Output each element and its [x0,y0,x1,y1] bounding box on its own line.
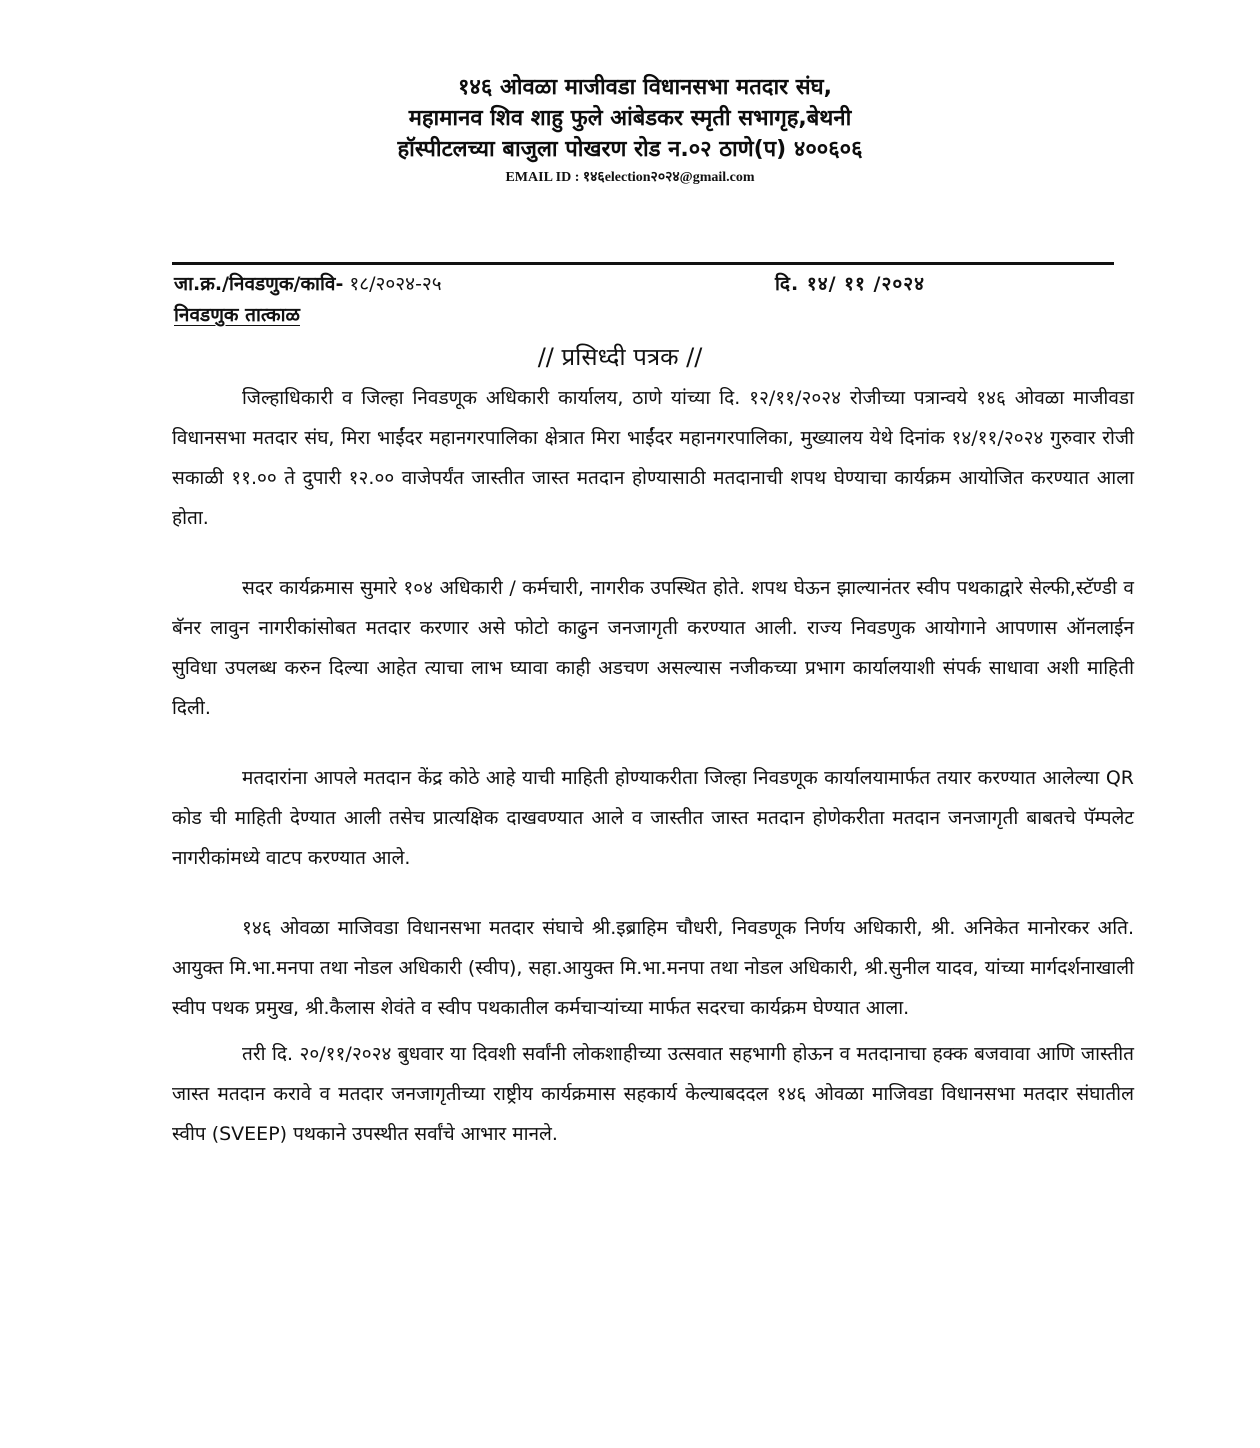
reference-label: जा.क्र./निवडणुक/कावि- [174,273,344,295]
letterhead-address: हॉस्पीटलच्या बाजुला पोखरण रोड न.०२ ठाणे(प) ४००६०६ [397,137,863,162]
letterhead-constituency: १४६ ओवळा माजीवडा विधानसभा मतदार संघ, [457,75,833,100]
paragraph-5: तरी दि. २०/११/२०२४ बुधवार या दिवशी सर्वांनी लोकशाहीच्या उत्सवात सहभागी होऊन व मतदानाचा हक्क बजवावा आणि जास्तीत जास्त मतदान करावे व मतदार जनजागृतीच्या राष्ट्रीय कार्यक्रमास सहकार्य केल्याबददल १४६ ओवळा माजिवडा विधानसभा मतदार संघातील स्वीप (SVEEP) पथकाने उपस्थीत सर्वांचे आभार मानले. [172,1043,1134,1145]
reference-value: १८/२०२४-२५ [343,273,442,295]
letterhead [0,72,1260,189]
paragraph-2: सदर कार्यक्रमास सुमारे १०४ अधिकारी / कर्मचारी, नागरीक उपस्थित होते. शपथ घेऊन झाल्यानंतर स्वीप पथकाद्वारे सेल्फी,स्टॅण्डी व बॅनर लावुन नागरीकांसोबत मतदार करणार असे फोटो काढुन जनजागृती करण्यात आली. राज्य निवडणुक आयोगाने आपणास ऑनलाईन सुविधा उपलब्ध करुन दिल्या आहेत त्याचा लाभ घ्यावा काही अडचण असल्यास नजीकच्या प्रभाग कार्यालयाशी संपर्क साधावा अशी माहिती दिली. [172,577,1134,719]
document-date: दि. १४/ ११ /२०२४ [775,273,925,295]
paragraph-1: जिल्हाधिकारी व जिल्हा निवडणूक अधिकारी कार्यालय, ठाणे यांच्या दि. १२/११/२०२४ रोजीच्या पत्रान्वये १४६ ओवळा माजीवडा विधानसभा मतदार संघ, मिरा भाईंदर महानगरपालिका क्षेत्रात मिरा भाईंदर महानगरपालिका, मुख्यालय येथे दिनांक १४/११/२०२४ गुरुवार रोजी सकाळी ११.०० ते दुपारी १२.०० वाजेपर्यंत जास्तीत जास्त मतदान होण्यासाठी मतदानाची शपथ घेण्याचा कार्यक्रम आयोजित करण्यात आला होता. [172,387,1134,529]
urgent-label: निवडणुक तात्काळ [174,304,300,326]
document-body [172,378,1134,1154]
letterhead-email: EMAIL ID : १४६election२०२४@gmail.com [505,170,755,185]
paragraph-4: १४६ ओवळा माजिवडा विधानसभा मतदार संघाचे श्री.इब्राहिम चौधरी, निवडणूक निर्णय अधिकारी, श्री. अनिकेत मानोरकर अति. आयुक्त मि.भा.मनपा तथा नोडल अधिकारी (स्वीप), सहा.आयुक्त मि.भा.मनपा तथा नोडल अधिकारी, श्री.सुनील यादव, यांच्या मार्गदर्शनाखाली स्वीप पथक प्रमुख, श्री.कैलास शेवंते व स्वीप पथकातील कर्मचाऱ्यांच्या मार्फत सदरचा कार्यक्रम घेण्यात आला. [172,917,1134,1019]
paragraph-3: मतदारांना आपले मतदान केंद्र कोठे आहे याची माहिती होण्याकरीता जिल्हा निवडणूक कार्यालयामार्फत तयार करण्यात आलेल्या QR कोड ची माहिती देण्यात आली तसेच प्रात्यक्षिक दाखवण्यात आले व जास्तीत जास्त मतदान होणेकरीता मतदान जनजागृती बाबतचे पॅम्पलेट नागरीकांमध्ये वाटप करण्यात आले. [172,767,1134,869]
letterhead-venue: महामानव शिव शाहु फुले आंबेडकर स्मृती सभागृह,बेथनी [408,106,852,131]
header-divider [172,262,1114,265]
reference-number [174,270,442,298]
document-title: // प्रसिध्दी पत्रक // [537,343,703,371]
